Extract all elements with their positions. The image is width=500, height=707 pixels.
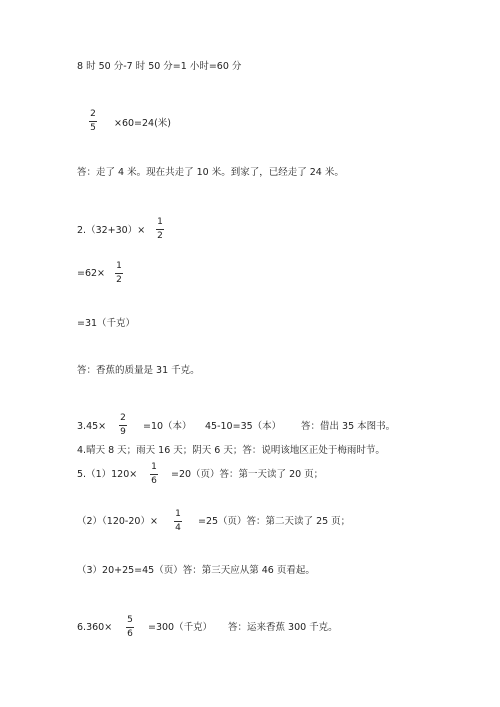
fraction-one-half-step xyxy=(115,262,123,285)
fraction-denominator: 5 xyxy=(90,123,96,133)
answer-line-walk: 答：走了 4 米。现在共走了 10 米。到家了，已经走了 24 米。 xyxy=(77,167,344,178)
fraction-one-quarter xyxy=(174,510,182,533)
answer-line-banana: 答：香蕉的质量是 31 千克。 xyxy=(77,365,200,376)
fraction-numerator: 1 xyxy=(175,509,181,519)
fraction-five-sixths xyxy=(126,616,134,639)
problem-4-line: 4.晴天 8 天；雨天 16 天；阴天 6 天；答：说明该地区正处于梅雨时节。 xyxy=(77,445,385,456)
fraction-two-ninths xyxy=(119,414,127,437)
problem-2-result: =31（千克） xyxy=(77,318,136,329)
fraction-numerator: 2 xyxy=(120,413,126,423)
fraction-denominator: 9 xyxy=(120,427,126,437)
fraction-numerator: 1 xyxy=(116,261,122,271)
problem-3-expression: 3.45× xyxy=(77,421,107,432)
fraction-bar xyxy=(174,521,182,522)
time-calculation-line: 8 时 50 分-7 时 50 分=1 小时=60 分 xyxy=(77,61,242,72)
problem-2-step: =62× xyxy=(77,268,106,279)
fraction-two-fifths xyxy=(89,110,97,133)
problem-6-answer: 答：运来香蕉 300 千克。 xyxy=(228,622,338,633)
fraction-numerator: 1 xyxy=(151,462,157,472)
problem-5-part-2-result: =25（页）答：第二天读了 25 页； xyxy=(198,516,351,527)
fraction-denominator: 6 xyxy=(127,629,133,639)
fraction-numerator: 2 xyxy=(90,109,96,119)
fraction-denominator: 6 xyxy=(151,476,157,486)
fraction-denominator: 2 xyxy=(116,275,122,285)
distance-equation: ×60=24(米) xyxy=(114,118,172,129)
problem-5-part-1-result: =20（页）答：第一天读了 20 页； xyxy=(171,469,324,480)
problem-3-answer: 答：借出 35 本图书。 xyxy=(301,421,396,432)
problem-5-part-2-expression: （2）（120-20）× xyxy=(77,516,158,527)
problem-2-expression: 2.（32+30）× xyxy=(77,225,146,236)
fraction-one-half xyxy=(156,218,164,241)
fraction-numerator: 5 xyxy=(127,615,133,625)
fraction-bar xyxy=(89,121,97,122)
fraction-bar xyxy=(119,425,127,426)
fraction-numerator: 1 xyxy=(157,217,163,227)
problem-5-part-1-expression: 5.（1）120× xyxy=(77,469,138,480)
fraction-one-sixth xyxy=(150,463,158,486)
fraction-bar xyxy=(126,627,134,628)
fraction-bar xyxy=(150,474,158,475)
problem-3-subtraction: 45-10=35（本） xyxy=(205,421,282,432)
problem-6-expression: 6.360× xyxy=(77,622,113,633)
problem-3-result: =10（本） xyxy=(143,421,192,432)
fraction-bar xyxy=(156,229,164,230)
fraction-denominator: 2 xyxy=(157,231,163,241)
fraction-denominator: 4 xyxy=(175,523,181,533)
fraction-bar xyxy=(115,273,123,274)
problem-5-part-3-line: （3）20+25=45（页）答：第三天应从第 46 页看起。 xyxy=(77,565,315,576)
problem-6-result: =300（千克） xyxy=(148,622,213,633)
